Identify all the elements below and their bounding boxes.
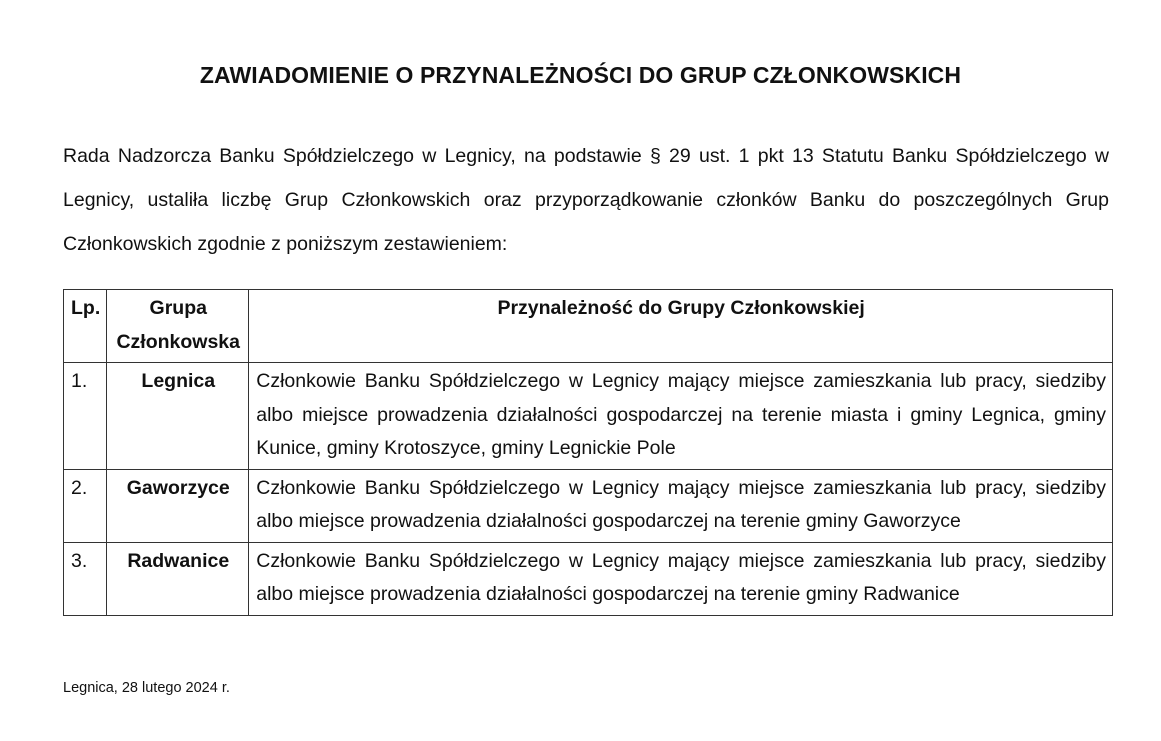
row-membership: Członkowie Banku Spółdzielczego w Legnicy mający miejsce zamieszkania lub pracy, siedziby albo miejsce prowadzenia działalności gospodarczej na terenie miasta i gminy Legnica, gminy Kunice, gminy Krotoszyce, gminy Legnickie Pole (249, 363, 1113, 470)
row-group: Legnica (107, 363, 249, 470)
header-group: Grupa Członkowska (107, 290, 249, 363)
row-lp: 2. (64, 469, 107, 542)
row-membership: Członkowie Banku Spółdzielczego w Legnicy mający miejsce zamieszkania lub pracy, siedziby albo miejsce prowadzenia działalności gospodarczej na terenie gminy Radwanice (249, 542, 1113, 615)
row-group: Radwanice (107, 542, 249, 615)
row-lp: 1. (64, 363, 107, 470)
header-lp: Lp. (64, 290, 107, 363)
table-row (64, 363, 1113, 470)
row-lp: 3. (64, 542, 107, 615)
footer-date: Legnica, 28 lutego 2024 r. (63, 680, 230, 696)
row-group: Gaworzyce (107, 469, 249, 542)
member-groups-table (63, 289, 1113, 616)
document-title: ZAWIADOMIENIE O PRZYNALEŻNOŚCI DO GRUP CZŁONKOWSKICH (199, 62, 962, 88)
table-row (64, 542, 1113, 615)
row-membership: Członkowie Banku Spółdzielczego w Legnicy mający miejsce zamieszkania lub pracy, siedziby albo miejsce prowadzenia działalności gospodarczej na terenie gminy Gaworzyce (249, 469, 1113, 542)
intro-paragraph: Rada Nadzorcza Banku Spółdzielczego w Legnicy, na podstawie § 29 ust. 1 pkt 13 Statutu Banku Spółdzielczego w Legnicy, ustaliła liczbę Grup Członkowskich oraz przyporządkowanie członków Banku do poszczególnych Grup Członkowskich zgodnie z poniższym zestawieniem: (63, 145, 1109, 255)
header-membership: Przynależność do Grupy Członkowskiej (249, 290, 1113, 363)
table-row (64, 469, 1113, 542)
table-header-row (64, 290, 1113, 363)
